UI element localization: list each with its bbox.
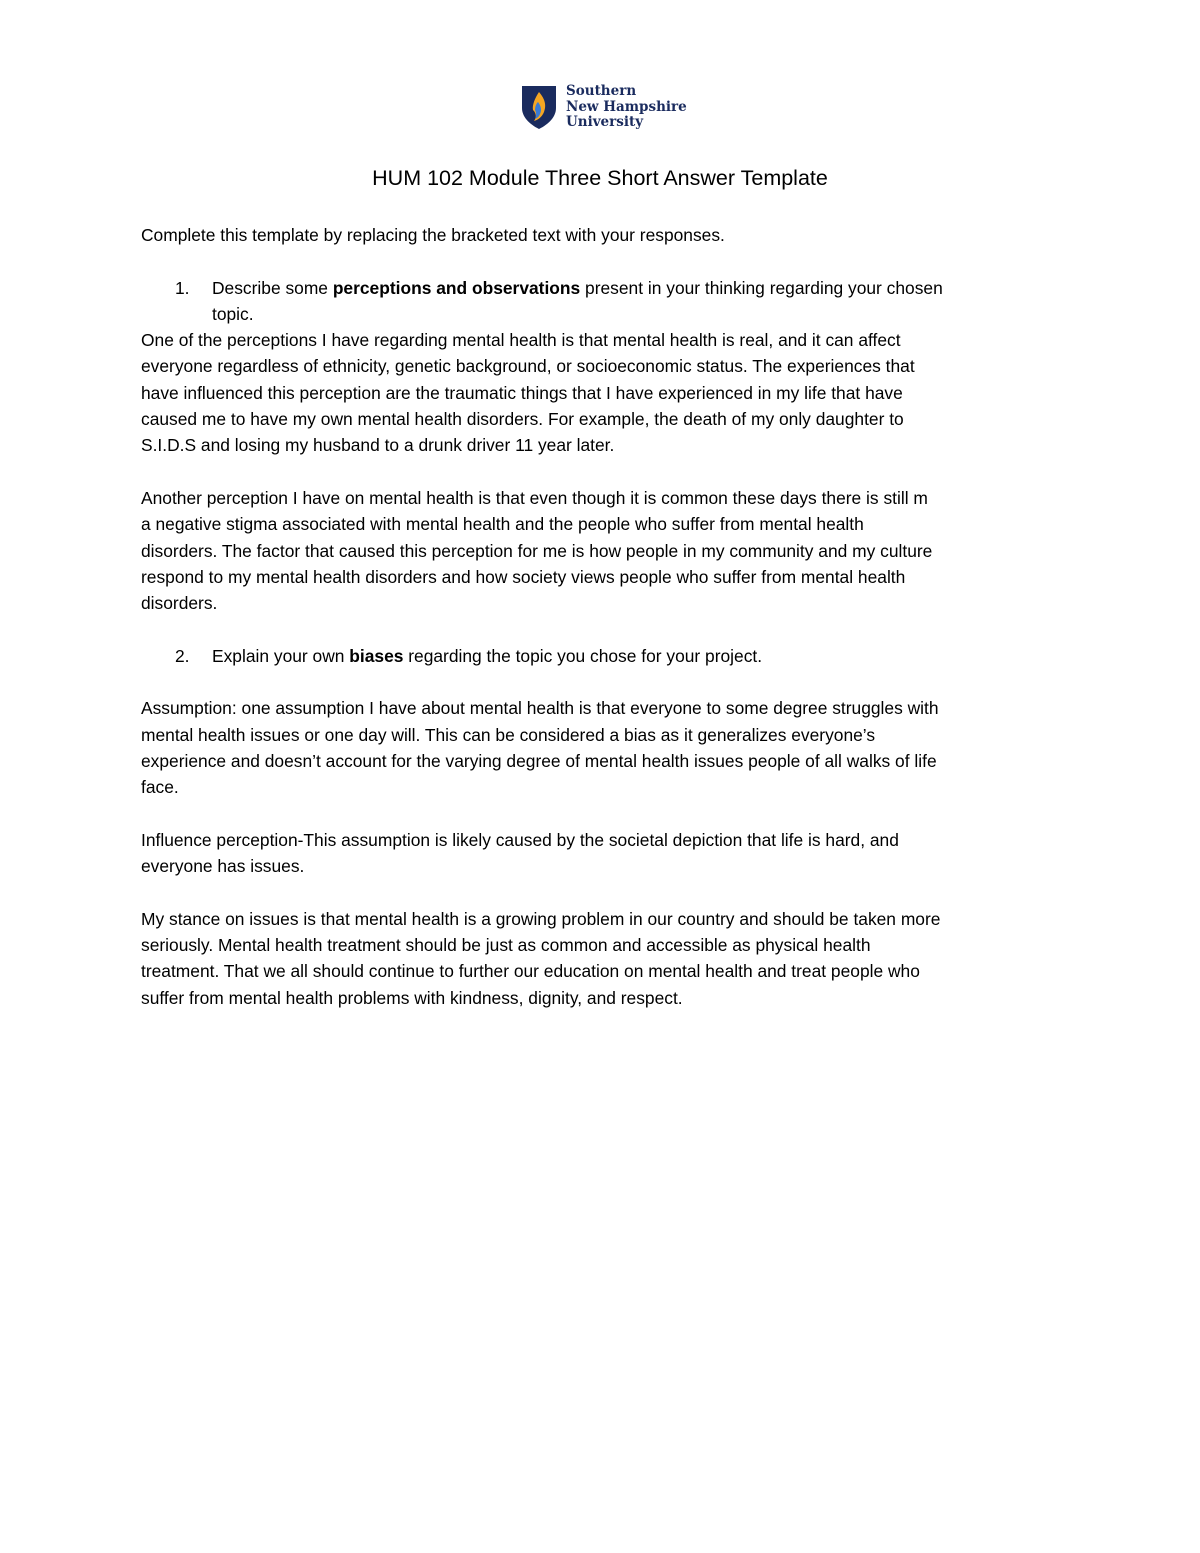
text-line: everyone has issues. bbox=[141, 856, 305, 877]
answer-1-paragraph-2 bbox=[141, 485, 1071, 616]
logo-line-1: Southern bbox=[566, 83, 637, 99]
question-2-bold: biases bbox=[349, 645, 404, 666]
text-line: S.I.D.S and losing my husband to a drunk driver 11 year later. bbox=[141, 435, 615, 456]
logo-wordmark bbox=[566, 84, 687, 131]
text-line: caused me to have my own mental health disorders. For example, the death of my only daughter to bbox=[141, 409, 904, 430]
question-1 bbox=[141, 275, 1071, 328]
text-line: disorders. bbox=[141, 593, 218, 614]
text-line: seriously. Mental health treatment should be just as common and accessible as physical health bbox=[141, 935, 871, 956]
text-line: treatment. That we all should continue to further our education on mental health and treat people who bbox=[141, 961, 920, 982]
question-2-post: regarding the topic you chose for your project. bbox=[403, 645, 763, 666]
question-2 bbox=[141, 643, 1071, 669]
question-1-post: present in your thinking regarding your chosen bbox=[580, 277, 943, 298]
text-line: a negative stigma associated with mental health and the people who suffer from mental health bbox=[141, 514, 864, 535]
text-line: respond to my mental health disorders and how society views people who suffer from mental health bbox=[141, 566, 906, 587]
answer-1-paragraph-1 bbox=[141, 327, 1071, 458]
text-line: have influenced this perception are the traumatic things that I have experienced in my life that have bbox=[141, 382, 903, 403]
text-line: One of the perceptions I have regarding mental health is that mental health is real, and it can affect bbox=[141, 330, 901, 351]
text-line: Influence perception-This assumption is likely caused by the societal depiction that life is hard, and bbox=[141, 829, 899, 850]
text-line: face. bbox=[141, 777, 179, 798]
text-line: Another perception I have on mental health is that even though it is common these days there is still m bbox=[141, 487, 928, 508]
document-body bbox=[141, 222, 1071, 1011]
logo-line-2: New Hampshire bbox=[566, 98, 687, 115]
text-line: mental health issues or one day will. This can be considered a bias as it generalizes everyone’s bbox=[141, 724, 876, 745]
text-line: Assumption: one assumption I have about mental health is that everyone to some degree struggles with bbox=[141, 698, 939, 719]
text-line: experience and doesn’t account for the varying degree of mental health issues people of all walks of life bbox=[141, 750, 937, 771]
text-line: My stance on issues is that mental health is a growing problem in our country and should be taken more bbox=[141, 908, 941, 929]
answer-2-paragraph-1 bbox=[141, 695, 1071, 800]
question-2-number: 2. bbox=[175, 645, 190, 666]
question-1-bold: perceptions and observations bbox=[332, 277, 581, 298]
text-line: suffer from mental health problems with kindness, dignity, and respect. bbox=[141, 987, 683, 1008]
question-1-post-line-2: topic. bbox=[212, 303, 254, 324]
question-1-pre: Describe some bbox=[212, 277, 333, 298]
question-2-pre: Explain your own bbox=[212, 645, 350, 666]
document-title: HUM 102 Module Three Short Answer Template bbox=[372, 166, 828, 190]
text-line: disorders. The factor that caused this perception for me is how people in my community and my culture bbox=[141, 540, 933, 561]
logo-line-3: University bbox=[566, 114, 644, 130]
snhu-logo bbox=[521, 84, 691, 132]
text-line: everyone regardless of ethnicity, genetic background, or socioeconomic status. The experiences that bbox=[141, 356, 915, 377]
answer-2-paragraph-2 bbox=[141, 827, 1071, 880]
question-1-number: 1. bbox=[175, 277, 190, 298]
answer-2-paragraph-3 bbox=[141, 906, 1071, 1011]
instructions: Complete this template by replacing the bracketed text with your responses. bbox=[141, 225, 725, 245]
snhu-shield-flame-icon bbox=[521, 84, 557, 130]
